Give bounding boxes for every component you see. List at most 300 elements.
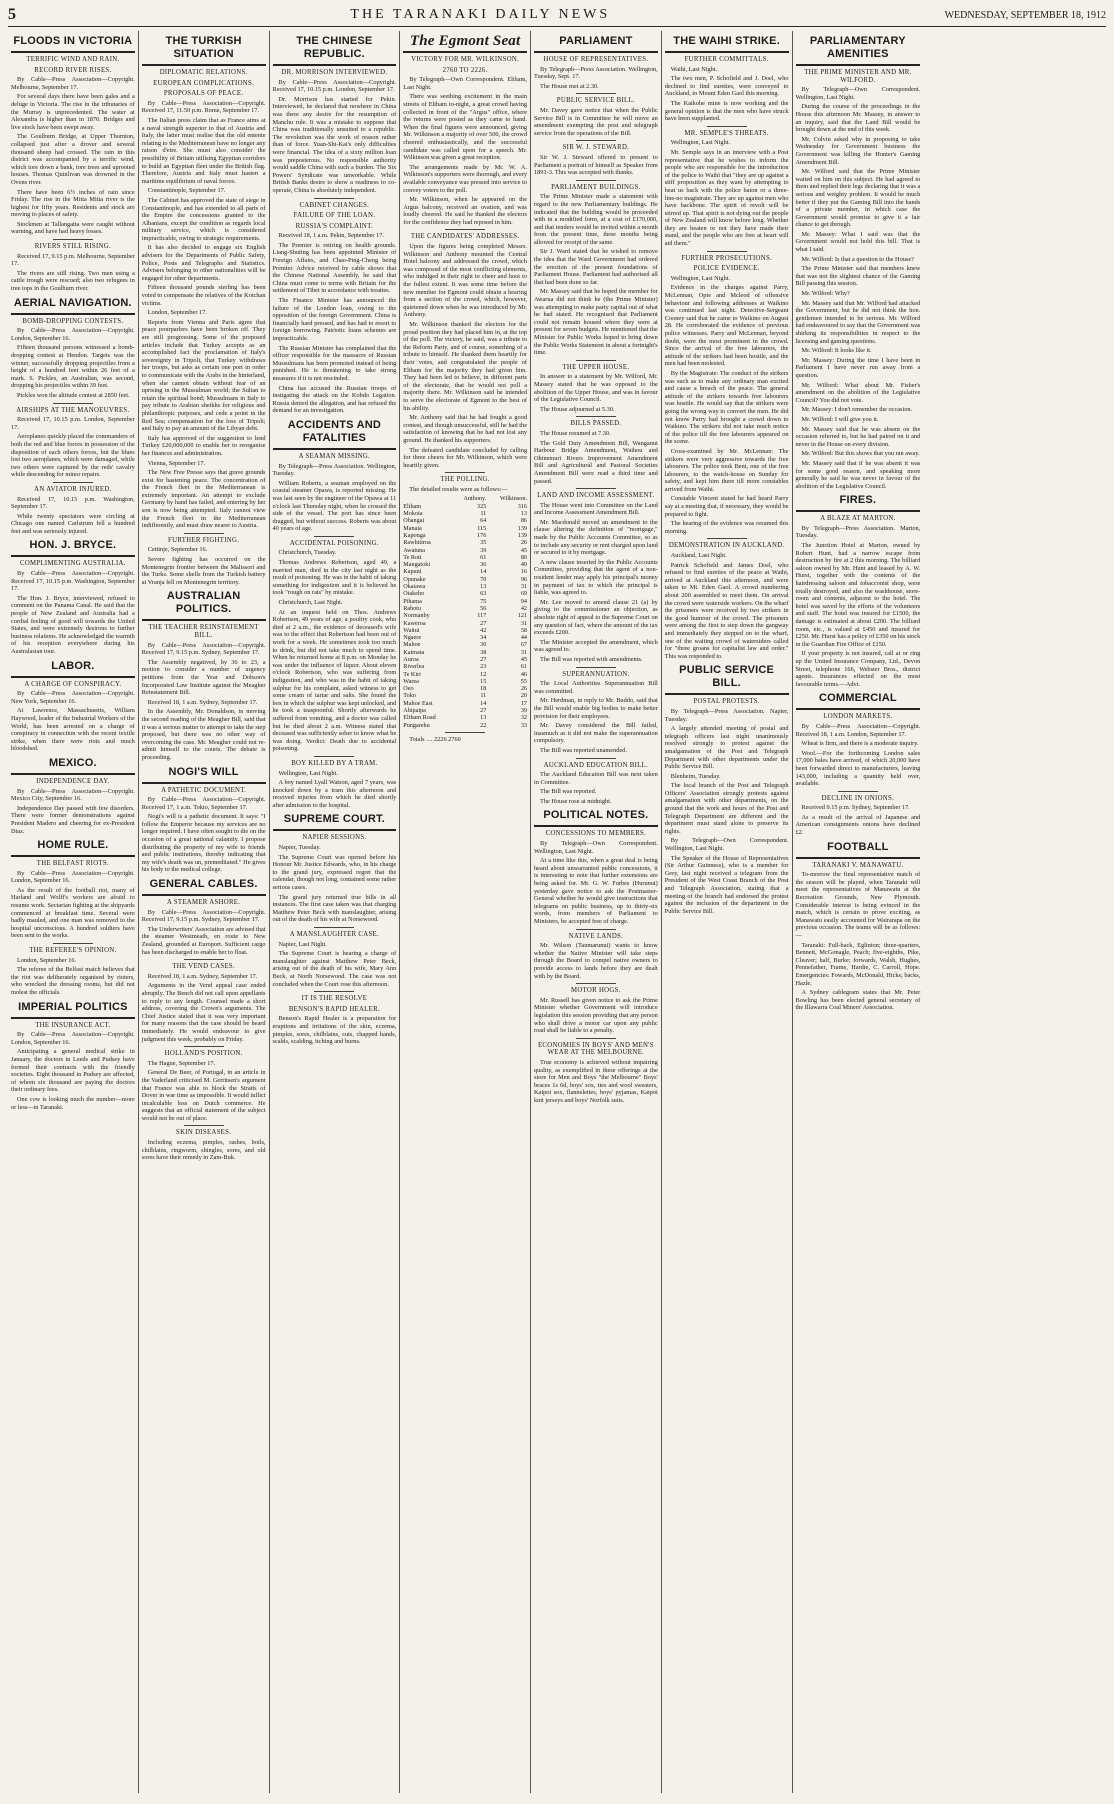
table-cell: 39 [520,707,527,715]
column-7 [793,31,924,1793]
table-cell: Ohangai [403,517,425,525]
divider [314,198,354,199]
article-paragraph: A Sydney cablegram states that Mr. Peter Bowling has been elected general secretary of the Illawarra Coal Miners' Association. [795,989,921,1012]
article-paragraph: Constable Vincent stated he had heard Parry say at a meeting that, if necessary, they would be prepared to fight. [664,495,789,518]
divider [445,732,485,733]
table-row [403,692,527,699]
page-number: 5 [8,6,16,23]
table-cell: 16 [520,568,527,576]
table-cell: 26 [520,539,527,547]
table-cell: 55 [520,677,527,685]
table-row [403,503,527,510]
table-row [403,583,527,590]
article-paragraph: By Cable—Press Association—Copyright. Mexico City, September 16. [11,787,135,803]
article-paragraph: The Prime Minister made a statement with regard to the new Parliamentary buildings. He indicated that the building would be proceeded with in a modified form, at a cost of £170,000, and that tenders would be invited within a month from the present time, three months being allowed for receipt of the same. [534,193,658,246]
divider [184,1046,224,1047]
masthead [8,4,1106,27]
article-heading: IMPERIAL POLITICS [11,999,135,1019]
subheading: A BLAZE AT MARTON. [820,515,896,523]
subheading: THE CANDIDATES' ADDRESSES. [410,233,520,241]
article-paragraph: The Hague, September 17. [147,1059,216,1067]
table-row [403,598,527,605]
article-paragraph: The Auckland Education Bill was next taken in Committee. [534,771,658,786]
subheading: PUBLIC SERVICE BILL. [556,97,635,105]
article-paragraph: Stockmen at Tallangatta were caught without warning, and have had heavy losses. [11,220,135,236]
article-paragraph: The local branch of the Post and Telegraph Officers' Association strongly protests against amalgamation with other departments, on the ground that the work and hours of the Post and Telegraph Department are different and the department must stand alone to preserve its rights. [664,782,789,835]
article-paragraph: Taranaki: Full-back, Eglinton; three-quarters, Bennett, McGonagle, Peach; five-eighths, Pike, Cleaver; half, Burke; forwards, Walsh, Hughes, Pennefather, Frame, Hardie, C. Carroll, Hope. Emergencies: Fowards, McDonald, Hicks; backs, Hazle. [795,941,921,987]
table-cell: 32 [520,714,527,722]
subheading: DIPLOMATIC RELATIONS. [159,69,248,76]
table-cell: 31 [520,583,527,591]
table-cell: 38 [480,648,487,656]
article-paragraph: By Telegraph—Press Association. Wellington, Tuesday. [272,462,397,478]
article-paragraph: The Junction Hotel at Marton, owned by Robert Hunt, had a narrow escape from destruction by fire at 2 this morning. The billiard saloon owned by Mr. Hunt and leased by A. W. Hurst, together with the contents of the hairdressing saloon and tobacconist shop, were totally destroyed, and also the washhouse, store-room and contents, adjacent to the hotel. The hotel was saved by the efforts of the volunteers and staff. The hotel was insured for £1500, the damage is estimated at about £200. The billiard room, etc., is valued at £450 and insured for £250. Mr. Hurst has a policy of £350 on his stock in the Guardian Fire Office of £150. [795,542,921,648]
table-cell: 27 [480,619,487,627]
subheading: BOY KILLED BY A TRAM. [291,759,378,767]
article-paragraph: Received 9.15 p.m. Sydney, September 17. [801,804,910,812]
table-row [403,649,527,656]
divider [184,533,224,534]
divider [576,929,616,930]
article-heading: THE CHINESE REPUBLIC. [273,33,397,66]
divider [576,667,616,668]
table-row [403,605,527,612]
table-cell: 80 [520,553,527,561]
article-paragraph: Mr. Massey: During the time I have been in Parliament I have never run away from a question. [795,356,921,379]
subheading: TARANAKI V. MANAWATU. [812,861,904,869]
article-paragraph: By Telegraph—Press Association. Napier, Tuesday. [664,707,789,723]
article-paragraph: Mr. Wilkinson, when he appeared on the Argus balcony, received an ovation, and was loudly cheered. He said he thanked the electors for the confidence they had reposed in him. [403,196,527,226]
table-cell: Manaia [403,524,422,532]
subheading: SKIN DISEASES. [176,1129,232,1137]
table-cell: 70 [480,575,487,583]
table-cell: 45 [520,546,527,554]
subheading: FURTHER COMMITTALS. [684,56,769,63]
article-paragraph: By Cable—Press Association—Copyright. London, September 16. [11,869,135,885]
table-cell: Okaiawa [403,583,426,591]
article-paragraph: Cettinje, September 16. [147,546,208,554]
article-paragraph: By Cable—Press Association—Copyright. Received 17, 10.15 p.m. Washington, September 17. [11,570,135,593]
article-paragraph: Mr. Massey: What I said was that the Government would not hold this bill. That is what I said. [795,230,921,254]
article-paragraph: Mr. Massey said that if he was absent it was for some good reason, and speaking more generally he said he was never in favour of the abolition of the Legislative Council. [795,459,921,490]
article-paragraph: Mr. Massey said that Mr. Wilford had attacked the Government, but he did not think the hon. gentlemen intended to be serious. Mr. Wilford had endeavoured to say that the Government was shirking its responsibilities in respect to the licensing and gaming questions. [795,299,921,345]
subheading: BENSON'S RAPID HEALER. [288,1005,380,1013]
table-cell: 34 [480,634,487,642]
divider [314,536,354,537]
table-cell: 18 [480,685,487,693]
table-cell: 139 [517,524,527,532]
article-paragraph: The referee of the Belfast match believes that the riot was deliberately organised by rioters, who wrecked the dressing rooms, but did not molest the officials. [11,966,135,996]
table-header-cell: Anthony. [463,495,487,503]
article-heading: MEXICO. [11,755,135,775]
article-heading: HON. J. BRYCE. [11,537,135,557]
subheading: 2760 TO 2226. [442,66,488,74]
article-paragraph: Upon the figures being completed Messrs. Wilkinson and Anthony mounted the Central Hotel balcony and addressed the crowd, which was composed of the most conflicting elements, who indulged in their right to cheer and hoot to the fullest extent. It was some time before the new member for Egmont could obtain a hearing from a section of the crowd, which, however, quietened down when he was introduced by Mr. Anthony. [403,243,527,319]
table-cell: Mahoe [403,641,421,649]
divider [576,1038,616,1039]
article-paragraph: By Telegraph—Own Correspondent. Wellington, Last Night. [664,837,789,853]
table-row [403,525,527,532]
table-row [403,532,527,539]
table-cell: Rawhitiroa [403,539,431,547]
table-header-row [403,495,527,502]
subheading: BOMB-DROPPING CONTESTS. [22,317,124,325]
article-heading: PARLIAMENTARY AMENITIES [796,33,921,66]
table-cell: Pungarehu [403,721,430,729]
table-row [403,685,527,692]
article-paragraph: The Goulburn Bridge, at Upper Thornton, collapsed just after a drover and several thousand sheep had crossed. The rain in this district was accompanied by a terrific wind, which tore down a bank, tore trees and uprooted houses. Thomas Quinlivan was drowned in the Ovens river. [11,133,135,186]
subheading: THE BELFAST RIOTS. [36,860,109,868]
article-paragraph: Italy has approved of the suggestion to lend Turkey £20,000,000 to enable her to reorganise her finances and administration. [141,434,266,457]
table-cell: 31 [520,648,527,656]
article-paragraph: Mr. Colvin asked why in proposing to take Wednesday for Government business the Government was killing the Hunter's Gaming Amendment Bill. [795,135,921,166]
table-cell: 44 [520,634,527,642]
divider [53,943,93,944]
article-paragraph: General De Beer, of Portugal, in an article in the Vaderland criticised M. Gerritsen's argument that France was able to block the Straits of Dover in war time as impossible. It would inflict incalculable loss on Dutch commerce. He suggests that an official statement of the subject would not be out of place. [141,1069,266,1122]
table-cell: Mangatoki [403,561,431,569]
subheading: LONDON MARKETS. [823,713,893,721]
article-paragraph: By Cable—Press Association—Copyright. London, September 16. [11,1031,135,1046]
article-paragraph: The grand jury returned true bills in all instances. The first case taken was that charging Matthew Peter Beck with manslaughter, arising out of the death of his wife at Norsewood. [272,893,397,924]
article-paragraph: Mr. Wilford: Why? [801,290,850,298]
article-paragraph: A largely attended meeting of postal and telegraph officers last night unanimously resolved strongly to protest against the amalgamation of the Post and Telegraph Department with other departments under the Public Service Bill. [664,725,789,771]
article-heading: POLITICAL NOTES. [534,807,658,827]
divider [53,482,93,483]
table-cell: 22 [480,721,487,729]
article-paragraph: Patrick Schofield and James Doel, who refused to find sureties of the peace at Waihi, arrived at Auckland this afternoon, and were taken to Mt. Eden Gaol. A crowd numbering about 200 assembled to meet them. On arrival the crowd were waterside workers. On the wharf the prisoners were received by two strikers in the good humour of the crowd. The prisoners were among the first to step down the gangway and immediately they stepped on to the wharf, one of the waiting crowd of watersiders called for "three groans for capitalist law and order." This was responded to. [664,561,789,660]
table-row [403,678,527,685]
article-paragraph: The House rose at midnight. [540,797,612,805]
table-cell: 36 [480,561,487,569]
column-6 [662,31,793,1793]
table-row [403,568,527,575]
table-cell: Otakeho [403,590,425,598]
subheading: THE INSURANCE ACT. [35,1021,111,1029]
article-paragraph: The Italian press claim that as France aims at a naval strength superior to that of Austria and Italy, the latter must realise that the old entente relating to the Mediterranean have no longer any raison d'etre. She must also consider the possibility of Britain utilising Egyptian corridors to build an Egyptian fleet under the British flag. Therefore, Austria and Italy must hasten a maritime equilibrium of naval forces. [141,116,266,185]
article-heading: LABOR. [11,658,135,678]
table-cell: 26 [520,685,527,693]
article-heading: PARLIAMENT [534,33,658,53]
table-cell: 67 [520,641,527,649]
table-cell: 42 [480,626,487,634]
article-paragraph: Napier, Last Night. [278,940,327,948]
article-paragraph: Mr. Lee moved to amend clause 21 (a) by giving to the commissioner an objection, as absolute right of appeal to the Supreme Court on any question of fact, where the amount of the tax exceeds £200. [534,598,658,637]
subheading: NAPIER SESSIONS. [302,834,367,842]
subheading: RUSSIA'S COMPLAINT. [295,222,374,230]
article-paragraph: Mr. Wilford: Is that a question to the House? [801,255,914,263]
table-cell: 45 [520,656,527,663]
article-paragraph: The Local Authorities Superannuation Bill was committed. [534,680,658,695]
article-heading: GENERAL CABLES. [142,876,266,896]
subheading: A CHARGE OF CONSPIRACY. [24,680,122,688]
subheading: A SEAMAN MISSING. [298,452,371,460]
subheading: LAND AND INCOME ASSESSMENT. [537,492,655,500]
table-cell: 20 [520,692,527,700]
article-paragraph: By Cable—Press Association—Copyright. Received 17, 10.15 p.m. London, September 17. [272,78,397,94]
subheading: EUROPEAN COMPLICATIONS. [153,79,255,87]
article-paragraph: Wellington, Last Night. [670,274,731,282]
article-paragraph: Mr. Herdman, in reply to Mr. Buddo, said that the Bill would enable big bodies to make better provision for their employees. [534,697,658,720]
table-cell: 63 [480,590,487,598]
article-paragraph: By Cable—Press Association—Copyright. Melbourne, September 17. [11,76,135,91]
table-row [403,620,527,627]
article-paragraph: By Telegraph—Press Association. Wellington, Tuesday, Sept. 17. [534,65,658,81]
table-cell: 58 [520,626,527,634]
subheading: HOLLAND'S POSITION. [164,1050,243,1058]
table-cell: 30 [480,641,487,649]
article-paragraph: In the Assembly, Mr. Donaldson, in moving the second reading of the Meagher Bill, said that it was a serious matter to attempt to take the step proposed, but there was no other way of overcoming the case. Mr. Meagher could not re-admit himself to the courts. The debate is proceeding. [141,708,266,761]
article-paragraph: The Premier is retiring on health grounds. Liang-Shuting has been appointed Minister of Foreign Affairs, and Chao-Ping-Cheng being Premier. Advice received by cable shows that the Chinese National Assembly, he said that China must come to terms with Britain for the settlement of Tibet in accordance with treaties. [272,241,397,295]
article-paragraph: Mr. Wilford: I will give you it. [801,415,879,423]
article-paragraph: The Underwriters' Association are advised that the steamer Westmeath, en route to New Zealand, grounded at Europort. Sufficient cargo has been discharged to enable her to float. [141,925,266,956]
subheading: RECORD RIVER RISES. [34,66,112,74]
subheading: DR. MORRISON INTERVIEWED. [281,69,388,76]
divider [576,180,616,181]
table-row [403,547,527,554]
subheading: FURTHER PROSECUTIONS. [681,254,773,262]
article-paragraph: Mr. Anthony said that he had fought a good contest, and though unsuccessful, still he had the satisfaction of knowing that he had not lost any ground. He thanked his supporters. [403,414,527,444]
table-cell: Eltham [403,502,422,510]
article-paragraph: The two men, P. Schofield and J. Doel, who declined to find sureties, were conveyed to Auckland, to Mount Eden Gaol this morning. [664,75,789,98]
subheading: THE PRIME MINISTER AND MR. WILFORD. [804,69,912,84]
table-cell: 15 [480,677,487,685]
divider [838,791,878,792]
table-row [403,554,527,561]
article-paragraph: The Bill was reported with amendments. [540,655,643,663]
table-cell: Riverlea [403,663,425,671]
table-row [403,510,527,517]
article-paragraph: Including eczema, pimples, rashes, boils, chilblains, ringworm, shingles, sores, and old sores have their remedy in Zam-Buk. [141,1139,266,1162]
table-row [403,539,527,546]
article-paragraph: Napier, Tuesday. [278,844,321,852]
article-paragraph: The House met at 2.30. [540,82,599,90]
table-row [403,576,527,583]
article-paragraph: The New Free Presse says that grave grounds exist for hastening peace. The concentration of the French fleet in the Mediterranean is extremely important. An attempt to exclude Germany by hand has failed, and entering by her son is now being attempted. Italy cannot view the French fleet in the Mediterranean indifferently, and must draw nearer to Austria. [141,469,266,530]
divider [576,360,616,361]
table-cell: 69 [520,590,527,598]
article-paragraph: Mr. Wilkinson thanked the electors for the proud position they had placed him in, at the top of the poll. The victory, he said, was a tribute to the Reform Party, and of course, something of a tribute to himself. He thanked them heartily for their votes, and congratulated the people of Eltham for the majority they had given him. They had been led to believe, in different parts of the electorate, that he would not poll a majority there. Mr. Wilkinson said he intended to serve the electorate of Egmont to the best of his ability. [403,321,527,412]
table-cell: Kaimata [403,648,425,656]
article-paragraph: Received 18, 1 a.m. Sydney, September 17. [147,698,258,706]
subheading: BILLS PASSED. [570,420,622,428]
article-paragraph: Mr. Wilford: But this shows that you ran away. [801,450,920,458]
table-cell: 86 [520,517,527,525]
article-paragraph: The Supreme Court was opened before his Honour Mr. Justice Edwards, who, in his charge to the grand jury, expressed regret that the calendar, though not long, contained some rather serious cases. [272,853,397,892]
table-cell: Rahotu [403,604,422,612]
article-paragraph: Mr. Semple says in an interview with a Post representative that he wishes to inform the people who are responsible for the introduction of the police to Waihi that "they are up against a stiff proposition as they want by attempting to beat us back with the police baton or a three-line-no magistrate. They are up against men who have backbone. The spirit of revolt will be stirred up. That spirit is not dying out the people of New Zealand will know before long. Whether they are beaten or not they have made their stand, and the people who are free at heart will aid them." [664,148,789,248]
table-cell: 11 [480,692,487,700]
article-paragraph: By Cable—Press Association—Copyright. Received 17, 9.15 p.m. Sydney, September 17. [141,641,266,657]
article-paragraph: Sir J. Ward stated that he wished to remove the idea that the Ward Government had ordered the erection of the present foundations of Parliament House. Parliament had authorised all that had been done so far. [534,248,658,286]
table-cell: 117 [477,612,487,620]
table-cell: Auroa [403,656,419,663]
article-paragraph: Severe fighting has occurred on the Montenegrin frontier between the Malissori and the Turks. Some shells from the Turkish battery at Vranja fell on Montenegrin territory. [141,556,266,586]
divider [184,1125,224,1126]
subheading: A STEAMER ASHORE. [166,899,241,907]
table-cell: 316 [517,502,527,510]
subheading: COMPLIMENTING AUSTRALIA. [19,560,126,568]
article-paragraph: Thomas Andrews Robertson, aged 49, a married man, died in the city last night as the result of poisoning. He was in the habit of taking something for indigestion and it is believed he took "rough on rats" by mistake. [272,559,397,597]
article-paragraph: Mr. Massey said that he hoped the member for Awarua did not think he (the Prime Minister) was attempting to make party capital out of what he had stated. He recognised that Parliament could not remain housed where they were at present for seven budgets. He mentioned that the Minister for Public Works hoped to bring down the Public Works Statement in about a fortnight's time. [534,288,658,357]
divider [707,126,747,127]
divider [576,983,616,984]
article-paragraph: The Supreme Court is hearing a charge of manslaughter against Matthew Peter Beck, arising out of the death of his wife, Mary Ann Beck, at North Norsewood. The case was not concluded when the Court rose this afternoon. [272,950,397,988]
table-row [403,663,527,670]
article-paragraph: At Lawrence, Massachusetts, William Haywood, leader of the Industrial Workers of the World, has been arrested on a charge of conspiracy in connection with the recent textile strike, when there were riots and much bloodshed. [11,707,135,753]
table-cell: Eltham Road [403,714,436,722]
article-paragraph: Mr. Davey considered the Bill failed, inasmuch as it did not make the superannuation compulsory. [534,722,658,745]
article-heading: The Egmont Seat [403,33,527,53]
article-paragraph: To-morrow the final representative match of the season will be played, when Taranaki will meet the representatives of Manawatu at the Recreation Grounds, New Plymouth. Considerable interest is being evinced in the match, which is certain to prove exciting, as Manawatu easily accounted for Wairarapa on the previous occasion. The teams will be as follows:— [795,871,921,939]
subheading: ACCIDENTAL POISONING. [289,539,379,547]
article-paragraph: Received 17, 9.15 p.m. Melbourne, September 17. [11,252,135,268]
table-header-cell: Wilkinson. [499,495,527,503]
article-paragraph: By Cable—Press Association—Copyright. Received 17, 1 a.m. Tokio, September 17. [141,796,266,811]
article-paragraph: Independence Day passed with few disorders. There were former demonstrations against President Madero and cheering for ex-President Diaz. [11,804,135,835]
article-paragraph: The House resumed at 7.30. [540,429,611,437]
article-paragraph: Dr. Morrison has started for Pekin. Interviewed, he declared that nowhere in China was there any desire for the resumption of Manchu rule. It was a mistake to suppose that China was traditionally unsuited to a republic. The revolution was the work of reason rather than of force. Yuan-Shi-Kai's only difficulties were financial. The idea of a sixty million loan was preposterous. No responsible authority would saddle China with such a burden. The Six Powers' Syndicate was unworkable. While British Banks desire to show a readiness to co-operate, China is absolutely independent. [272,95,397,194]
article-paragraph: By Cable—Press Association—Copyright. Received 17, 9.15 p.m. Sydney, September 17. [141,908,266,924]
divider [314,756,354,757]
subheading: THE TEACHER REINSTATEMENT BILL. [148,624,259,639]
subheading: THE REFEREE'S OPINION. [29,947,117,955]
article-paragraph: At an inquest held on Thos. Andrews Robertson, 49 years of age, a poultry cook, who died at 2 a.m., the evidence of deceased's wife was to the effect that Robertson had been out of work for a week. He sometimes took too much to drink, but did not take much to spend time. When he returned home at 8 p.m. on Monday he was under the influence of liquor. About eleven o'clock Robertson, who was suffering from indigestion, and who was in the habit of taking sulphur for his complaint, asked witness to get some cream of tartar and salts. She found the box in which the sulphur was kept unlocked, and he took a teaspoonful. Shortly afterwards he suffered from vomiting, and a doctor was called but he died about 2 a.m. Witness stated that deceased was sufficiently sober to know what he was doing. Verdict: Death due to accidental poisoning. [272,608,397,753]
table-cell: 49 [520,561,527,569]
article-paragraph: The Gold Duty Amendment Bill, Wanganui Harbour Bridge Amendment, Waihou and Ohinemuri Rivers Improvement Amendment Bill and Agricultural and Pastoral Societies Amendment Bill were read a third time and passed. [534,439,658,485]
article-paragraph: The Cabinet has approved the state of siege in Constantinople, and has extended to all parts of the Empire the concessions granted to the Albanians, except the condition as regards local military service, which is considered impracticable, owing to strategic requirements. [141,196,266,242]
column-4 [400,31,531,1793]
article-paragraph: There was seething excitement in the main streets of Eltham to-night, a great crowd having collected in front of the "Argus" office, where the returns were posted as they came to hand. When the final figures were announced, giving Mr. Wilkinson a majority of over 500, the crowd cheered enthusiastically, and the successful candidate was called upon for a speech. Mr. Wilkinson was given a great reception. [403,93,527,162]
article-paragraph: William Roberts, a seaman employed on the coastal steamer Opawa, is reported missing. He was last seen by the engineer of the Opawa at 11 o'clock last Thursday night, when he crossed the side of the vessel. The port has since been dragged, but without success. Roberts was about 40 years of age. [272,479,397,533]
table-cell: 27 [480,707,487,715]
article-paragraph: True economy is achieved without impairing quality, as exemplified in these offerings at the store for Men and Boys "the Melbourne" Boys' braces 1s 6d, boys' sox, ties and wool sweaters, Kaipoi sox, flannelettes, boys' pyjamas, Kaipoi knit jerseys and boys' Norfolk suits. [534,1058,658,1104]
article-paragraph: Benson's Rapid Healer is a preparation for eruptions and irritations of the skin, eczema, pimples, sores, chilblains, cuts, chapped hands, scalds, scalding, itching and burns. [272,1015,397,1046]
subheading: AIRSHIPS AT THE MANOEUVRES. [16,406,130,414]
table-cell: Kaponga [403,531,426,539]
table-row [403,722,527,729]
table-cell: 325 [477,502,487,510]
article-paragraph: Cross-examined by Mr. McLennan: The strikers were very aggressive towards the free labourers. The police took Bent, one of the free labourers, to the watch-house on Sunday for safety, and kept him there till more constables arrived from Waihi. [664,447,789,493]
article-paragraph: By Cable—Press Association—Copyright. London, September 16. [11,327,135,342]
article-paragraph: Pickles won the altitude contest at 2850 feet. [17,391,130,399]
article-heading: HOME RULE. [11,837,135,857]
table-row [403,627,527,634]
table-cell: 23 [480,663,487,671]
article-paragraph: Fifteen thousand persons witnessed a bomb-dropping contest at Hendon. Targets was the winner, successfully dropping projectiles from a height of a hundred feet within 26 feet of a mark. S. Pickles, an Australian, was second, dropping his projectiles within 39 feet. [11,344,135,390]
table-cell: 27 [480,656,487,663]
article-paragraph: China has accused the Russian troops of instigating the attack on the Kobdo Legation. Russia denied the allegation, and has refused the demand for an investigation. [272,384,397,415]
article-paragraph: Constantinople, September 17. [147,187,226,195]
divider [53,239,93,240]
article-paragraph: The Prime Minister said that members knew that was not the slightest chance of the Gaming Bill passing this session. [795,265,921,288]
article-paragraph: Anticipating a general medical strike in January, the doctors in Leeds and Pudsey have formed their contracts with the friendly societies. Eight thousand in Pudsey are affected, of whom six thousand are paying the doctors their ordinary fees. [11,1048,135,1094]
article-paragraph: Blenheim, Tuesday. [670,772,721,780]
table-cell: Toko [403,692,416,700]
table-cell: Kaweroa [403,619,426,627]
table-cell: Waitui [403,626,420,634]
subheading: FAILURE OF THE LOAN. [293,212,376,220]
table-cell: Pihama [403,597,422,605]
article-heading: NOGI'S WILL [142,764,266,784]
article-paragraph: In answer to a statement by Mr. Wilford, Mr. Massey stated that he was opposed to the abolition of the Upper House, and was in favour of the Legislative Council. [534,373,658,404]
article-paragraph: Christchurch, Last Night. [278,599,343,607]
article-paragraph: There have been 6½ inches of rain since Friday. The rise in the Mitta Mitta river is the highest for fifty years. Residents and stock are moving to places of safety. [11,188,135,219]
article-paragraph: The hearing of the evidence was resumed this morning. [664,520,789,535]
subheading: POLICE EVIDENCE. [693,265,760,273]
article-paragraph: Christchurch, Tuesday. [278,549,337,557]
divider [445,472,485,473]
article-paragraph: The Bill was reported unamended. [540,746,627,754]
article-paragraph: Fifteen thousand pounds sterling has been voted to compensate the relatives of the Kotchan victims. [141,284,266,307]
table-row [403,656,527,663]
subheading: PARLIAMENT BUILDINGS. [551,183,641,191]
divider [576,140,616,141]
table-cell: Ngaere [403,634,422,642]
subheading: THE VEND CASES. [172,963,235,971]
article-paragraph: Mr. Wilson (Taumarunui) wants to know whether the Native Minister will take steps through the Board to compel native owners to provide access to lands before they are dealt with by the Board. [534,942,658,980]
article-paragraph: London, September 16. [17,956,77,964]
subheading: ECONOMIES IN BOYS' AND MEN'S WEAR AT THE MELBOURNE. [537,1041,654,1057]
columns [8,31,1106,1793]
newspaper-page [8,4,1106,1796]
table-cell: 13 [480,583,487,591]
article-paragraph: Totals .... 2226 2760 [409,735,461,743]
article-paragraph: Waihi, Last Night. [670,65,718,73]
divider [576,758,616,759]
table-cell: 39 [480,546,487,554]
table-row [403,612,527,619]
article-paragraph: The Bill was reported. [540,788,597,796]
table-row [403,714,527,721]
table-cell: Mokoia [403,510,423,518]
article-heading: FLOODS IN VICTORIA [11,33,135,53]
subheading: MR. SEMPLE'S THREATS. [684,129,769,137]
article-paragraph: The detailed results were as follows:— [409,485,508,493]
table-cell: 115 [477,524,487,532]
subheading: POSTAL PROTESTS. [693,698,760,706]
subheading: MOTOR HOGS. [571,987,621,995]
article-heading: COMMERCIAL [796,690,921,710]
table-cell: 14 [480,568,487,576]
article-paragraph: Mr. Davey gave notice that when the Public Service Bill is in Committee he will move an amendment exempting the post and telegraph service from the operations of the Bill. [534,106,658,137]
article-heading: THE WAIHI STRIKE. [665,33,789,53]
article-paragraph: London, September 17. [147,309,207,317]
article-paragraph: The House adjourned at 5.30. [540,405,615,413]
divider [707,251,747,252]
divider [53,403,93,404]
subheading: A MANSLAUGHTER CASE. [289,931,380,938]
article-paragraph: The Hon. J. Bryce, interviewed, refused to comment on the Panama Canal. He said that the people of New Zealand and Australia had a cordial feeling of good will towards the United States, and were extremely desirous to further business relations. He acknowledged the warmth of his reception everywhere during his Australasian tour. [11,594,135,655]
table-cell: 17 [520,699,527,707]
subheading: PROPOSALS OF PEACE. [163,90,244,98]
article-paragraph: While twenty spectators were circling at Chicago one named Carlstrum fell a hundred feet and was seriously injured. [11,512,135,535]
column-1 [8,31,139,1793]
article-paragraph: Aeroplanes quickly placed the commanders of both the red and blue forces in possession of the disposition of each others forces, but the blues lost two aeroplanes, which were damaged, while two others were captured by the reds' cavalry while descending for minor repairs. [11,433,135,479]
table-cell: 46 [520,670,527,678]
article-paragraph: One cow is looking much the number—more or less—in Taranaki. [11,1095,135,1111]
newspaper-title: THE TARANAKI DAILY NEWS [350,7,611,22]
table-cell: 11 [480,510,487,518]
subheading: SIR W. J. STEWARD. [562,144,630,152]
issue-date: WEDNESDAY, SEPTEMBER 18, 1912 [944,9,1106,21]
table-cell: 176 [477,531,487,539]
table-cell: Mahoe East [403,699,433,707]
divider [314,927,354,928]
subheading: VICTORY FOR MR. WILKINSON. [411,56,520,63]
column-2 [139,31,270,1793]
divider [184,959,224,960]
article-paragraph: As a result of the arrival of Japanese and American consignments onions have declined £2. [795,813,921,837]
